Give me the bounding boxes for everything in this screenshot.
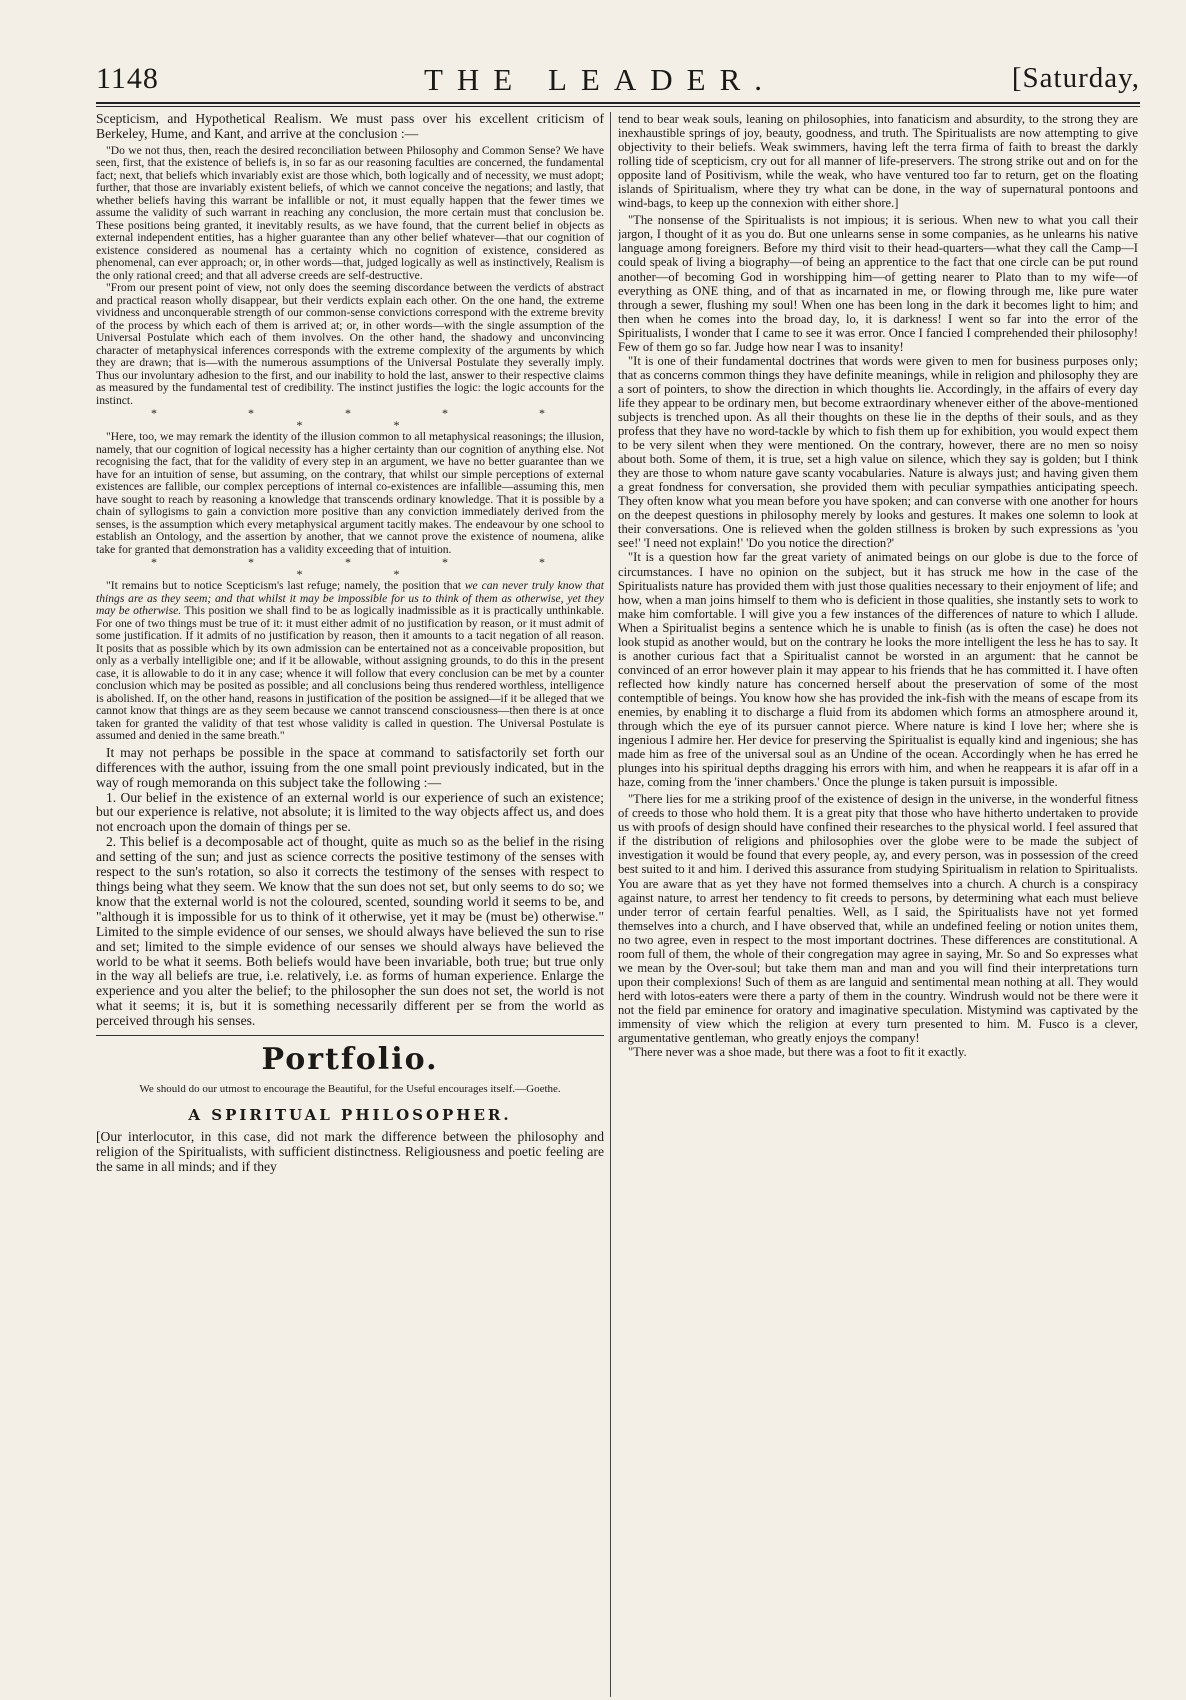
article-intro: [Our interlocutor, in this case, did not mark the difference between the philosophy and religion of the Spiritualists, with sufficient distinctness. Religiousness and poetic feeling are the same in all minds; and if they — [96, 1129, 604, 1174]
page-number: 1148 — [96, 62, 159, 95]
left-column — [96, 112, 604, 1697]
quote-paragraph: "Here, too, we may remark the identity of the illusion common to all metaphysical reasonings; the illusion, namely, that our cognition of logical necessity has a higher certainty than our cognition of anything else. Not recognising the fact, that for the validity of every step in an argument, we have no better guarantee than we have for an intuition of sense, but assuming, on the contrary, that whilst our simple perceptions of external existences are fallible, our complex perceptions of internal co-existences are infallible—assuming this, men have sought to reach by reasoning a knowledge that transcends ordinary knowledge. That it is possible by a chain of syllogisms to gain a conviction more positive than any conviction immediately derived from the senses, is the assumption which every metaphysical argument tacitly makes. The endeavour by one school to establish an Ontology, and the assertion by another, that we cannot prove the existence of noumena, alike take for granted that demonstration has a validity exceeding that of intuition. — [96, 430, 604, 556]
article-paragraph: "There lies for me a striking proof of the existence of design in the universe, in the wonderful fitness of creeds to those who hold them. It is a great pity that those who have hitherto undertaken to provide us with proofs of design should have confined their researches to the physical world. I feel assured that if the distribution of religions and philosophies over the globe were to be made the subject of investigation it would be found that every people, ay, and every person, was in possession of the creed best suited to it and him. I derived this assurance from studying Spiritualism in relation to Spiritualists. You are aware that as yet they have not formed themselves into a church. A church is a conspiracy against nature, to arrest her tendency to fit creeds to persons, by determining what each must believe under terror of certain fearful penalties. Well, as I said, the Spiritualists have not yet formed themselves into a church, and I have observed that, while an undefined feeling or notion unites them, no two agree, even in respect to the most important doctrines. These differences are constitutional. A room full of them, the whole of their congregation may agree in saying, Mr. So and So expresses what we mean by the Over-soul; but take them man and man and you will find their interpretations turn upon their complexions! Such of them as are languid and sentimental mean nothing at all. They would herd with lotos-eaters were there a party of them in the country. Windrush would not be there were it not the field par eminence for oratory and imaginative speculation. Mistymind was captivated by the immensity of view which the religion at every turn presented to him. M. Fusco is a clever, argumentative gentleman, who greatly enjoys the company! — [618, 792, 1138, 1046]
quote-paragraph — [96, 580, 604, 743]
body-paragraph: 2. This belief is a decomposable act of thought, quite as much so as the belief in the rising and setting of the sun; and just as science corrects the positive testimony of the senses with respect to the sun's rotation, so also it corrects the testimony of the senses with respect to things being what they seem. We know that the sun does not set, but only seems to do so; we know that the external world is not the coloured, scented, sounding world it seems to be, and "although it is impossible for us to think of it otherwise, yet it may be (must be) otherwise." Limited to the simple evidence of our senses, we should always have believed the sun to rise and set; limited to the simple evidence of our senses we should always have believed the world to be what it seems. Both beliefs would have been invariable, both true; but true only in the way all beliefs are true, i.e. relatively, i.e. as forms of human experience. Enlarge the experience and you alter the belief; to the philosopher the sun does not set, the world is not what it seems; it is, but it is something necessarily different per se from the world as perceived through his senses. — [96, 834, 604, 1029]
header-rule — [96, 102, 1140, 104]
issue-day: [Saturday, — [1011, 62, 1140, 94]
section-stars: * * * * * * * — [151, 555, 589, 582]
body-paragraph: 1. Our belief in the existence of an external world is our experience of such an existence; but our experience is relative, not absolute; it is limited to the way objects affect us, and does not encroach upon the domain of things per se. — [96, 789, 604, 835]
body-paragraph: It may not perhaps be possible in the space at command to satisfactorily set forth our differences with the author, issuing from the one small point previously indicated, but in the way of rough memoranda on this subject take the following :— — [96, 744, 604, 790]
article-paragraph: "There never was a shoe made, but there was a foot to fit it exactly. — [628, 1045, 967, 1060]
masthead — [60, 62, 1140, 106]
article-paragraph: tend to bear weak souls, leaning on philosophies, into fanaticism and absurdity, to the strong they are inexhaustible springs of joy, beauty, goodness, and truth. The Spiritualists are now attempting to give objectivity to their beliefs. Weak swimmers, having left the terra firma of faith to breast the darkly rolling tide of scepticism, cry out for all manner of life-preservers. The strong strike out and on for the opposite land of Positivism, while the weak, who have ventured too far to return, get on the floating islands of Spiritualism, where they try what can be done, in the way of supernatural pontoons and wind-bags, to keep up the connexion with either shore.] — [618, 112, 1138, 211]
newspaper-title: THE LEADER. — [423, 62, 777, 97]
quote-text: This position we shall find to be as logically inadmissible as it is practically unthinkable. For one of two things must be true of it: it must either admit of no justification by reason, or it must admit of some justification. If it admits of no justification by reason, then it amounts to a tacit negation of all reason. It posits that as possible which by its own admission can be entertained not as a conceivable proposition, but only as a verbally intelligible one; and if it be allowable, without assigning grounds, to do this in the present case, it is allowable to do it in any case; whence it will follow that every conclusion can be met by a counter conclusion which may be posited as possible; and all conclusions being thus rendered worthless, intelligence is abolished. If, on the other hand, reasons in justification of the position be assigned—if it be alleged that we cannot know that things are as they seem because we cannot transcend consciousness—then there is at once taken for granted the validity of that test whose validity is called in question. The Universal Postulate is assumed and denied in the same breath." — [96, 604, 604, 743]
quote-text: "It remains but to notice Scepticism's last refuge; namely, the position that — [106, 579, 465, 593]
section-title: Portfolio. — [261, 1042, 439, 1078]
column-divider — [610, 112, 611, 1697]
quote-paragraph: "From our present point of view, not only does the seeming discordance between the verdicts of abstract and practical reason wholly disappear, but their verdicts explain each other. On the one hand, the extreme vividness and unconquerable strength of our common-sense convictions correspond with the extreme brevity of the process by which each of them is arrived at; or, in other words—with the single assumption of the Universal Postulate which each of them involves. On the other hand, the shadowy and unconvincing character of metaphysical inferences corresponds with the extreme complexity of the arguments by which they are drawn; that is—with the numerous assumptions of the Universal Postulate they severally imply. Thus our involuntary adhesion to the first, and our inability to hold the last, answer to their respective claims as measured by the fundamental test of credibility. The instinct justifies the logic: the logic accounts for the instinct. — [96, 281, 604, 407]
section-motto: We should do our utmost to encourage the Beautiful, for the Useful encourages itself.—Goethe. — [139, 1083, 561, 1096]
quote-paragraph: "Do we not thus, then, reach the desired reconciliation between Philosophy and Common Sense? We have seen, first, that the existence of beliefs is, in so far as our reasoning faculties are concerned, the fundamental fact; next, that beliefs which invariably exist are those which, both logically and of necessity, we must adopt; further, that those are invariably existent beliefs, of which we cannot conceive the negations; and lastly, that whether beliefs having this warrant be infallible or not, it must equally happen that the fewer times we assume the validity of such warrant in reaching any conclusion, the more certain must that conclusion be. These positions being granted, it inevitably results, as we have found, that the current belief in objects as external independent entities, has a higher guarantee than any other belief whatever—that our cognition of existence considered as noumenal has a certainty which no cognition of existence, considered as phenomenal, can ever approach; or, in other words—that, judged logically as well as instinctively, Realism is the only rational creed; and that all adverse creeds are self-destructive. — [96, 143, 604, 282]
article-paragraph: "The nonsense of the Spiritualists is not impious; it is serious. When new to what you call their jargon, I thought of it as you do. But one unlearns sense in some companies, as he unlearns his native language among foreigners. Before my third visit to their head-quarters—what they call the Camp—I could speak of living a biography—of being an apprentice to the fact that one circle can be put round another—of becoming God in worshipping him—of getting nearer to Plato than to my wife—of everything as ONE thing, and of that as incarnated in me, or flowing through me, like pure water through a sewer, flushing my soul! When one has been long in the dark it becomes light to him; and then when he comes into the broad day, lo, it is darkness! I went so far into the error of the Spiritualists, I wonder that I came to see it was error. Once I fancied I comprehended their philosophy! Few of them go so far. Judge how near I was to insanity! — [618, 213, 1138, 354]
header-rule-thin — [96, 106, 1140, 107]
right-column — [618, 112, 1138, 1697]
article-paragraph: "It is a question how far the great variety of animated beings on our globe is due to the force of circumstances. I have no opinion on the subject, but it has struck me how in the case of the Spiritualists nature has provided them with just those qualities necessary to their enjoyment of life; and how, when a man joins himself to them who is deficient in those qualities, she instantly sets to work to make him comfortable. I will give you a few instances of the differences of nature to which I allude. When a Spiritualist begins a sentence which he is unable to finish (as is often the case) he does not look stupid as another would, but on the contrary he looks the more intelligent the less he has to say. It is another curious fact that a Spiritualist cannot be worsted in an argument: that he cannot be convinced of an error however plain it may appear to his friends that he has committed it. I have often reflected how kindly nature has concerned herself about the preservation of some of the most contemptible of beings. You know how she has provided the ink-fish with the means of escape from its enemies, by enabling it to discharge a fluid from its abdomen which forms an atmosphere around it, through which the eye of its pursuer cannot pierce. Where nature is kind I love her; where she is ingenious I admire her. Her device for preserving the Spiritualist is equally kind and ingenious; she has made him as free of the universal soul as an Undine of the ocean. Accordingly when he has erred he plunges into his spiritual depths dragging his errors with him, and when he reappears it is afar off in a haze, coming from the 'inner chambers.' Once the plunge is taken pursuit is impossible. — [618, 550, 1138, 790]
section-divider — [96, 1035, 604, 1036]
quote-emphasis: we can never truly know that things are as they seem; and that whilst it may be impossible for us to think of them as otherwise, yet they may be otherwise. — [96, 579, 604, 618]
review-intro: Scepticism, and Hypothetical Realism. We must pass over his excellent criticism of Berkeley, Hume, and Kant, and arrive at the conclusion :— — [96, 112, 604, 141]
section-stars: * * * * * * * — [151, 406, 589, 433]
article-paragraph: "It is one of their fundamental doctrines that words were given to men for business purposes only; that as concerns common things they have definite meanings, while in religion and philosophy they are a sort of pointers, to show the direction in which thoughts lie. Accordingly, in the affairs of every day life they appear to be ordinary men, but become extraordinary whenever either of the above-mentioned subjects is trenched upon. As all their thoughts on these lie in the depths of their souls, and as they profess that they have no word-tackle by which to fish them up for exhibition, you would expect them to be very silent when they were mentioned. On the contrary, however, there are no men so noisy about both. Some of them, it is true, set a high value on silence, which they say is golden; but I think they are those to whom nature gave scanty vocabularies. Nature is always just; and having given them a great fondness for conversation, she provided them with peculiar sympathies anticipating speech. They often know what you mean before you have spoken; and can converse with one another for hours on the deepest questions in philosophy merely by looks and gestures. It makes one solemn to look at their conversations. One is relieved when the golden stillness is broken by such expressions as 'you see!' 'I need not explain!' 'Do you notice the direction?' — [618, 353, 1138, 551]
article-title: A SPIRITUAL PHILOSOPHER. — [188, 1106, 512, 1125]
